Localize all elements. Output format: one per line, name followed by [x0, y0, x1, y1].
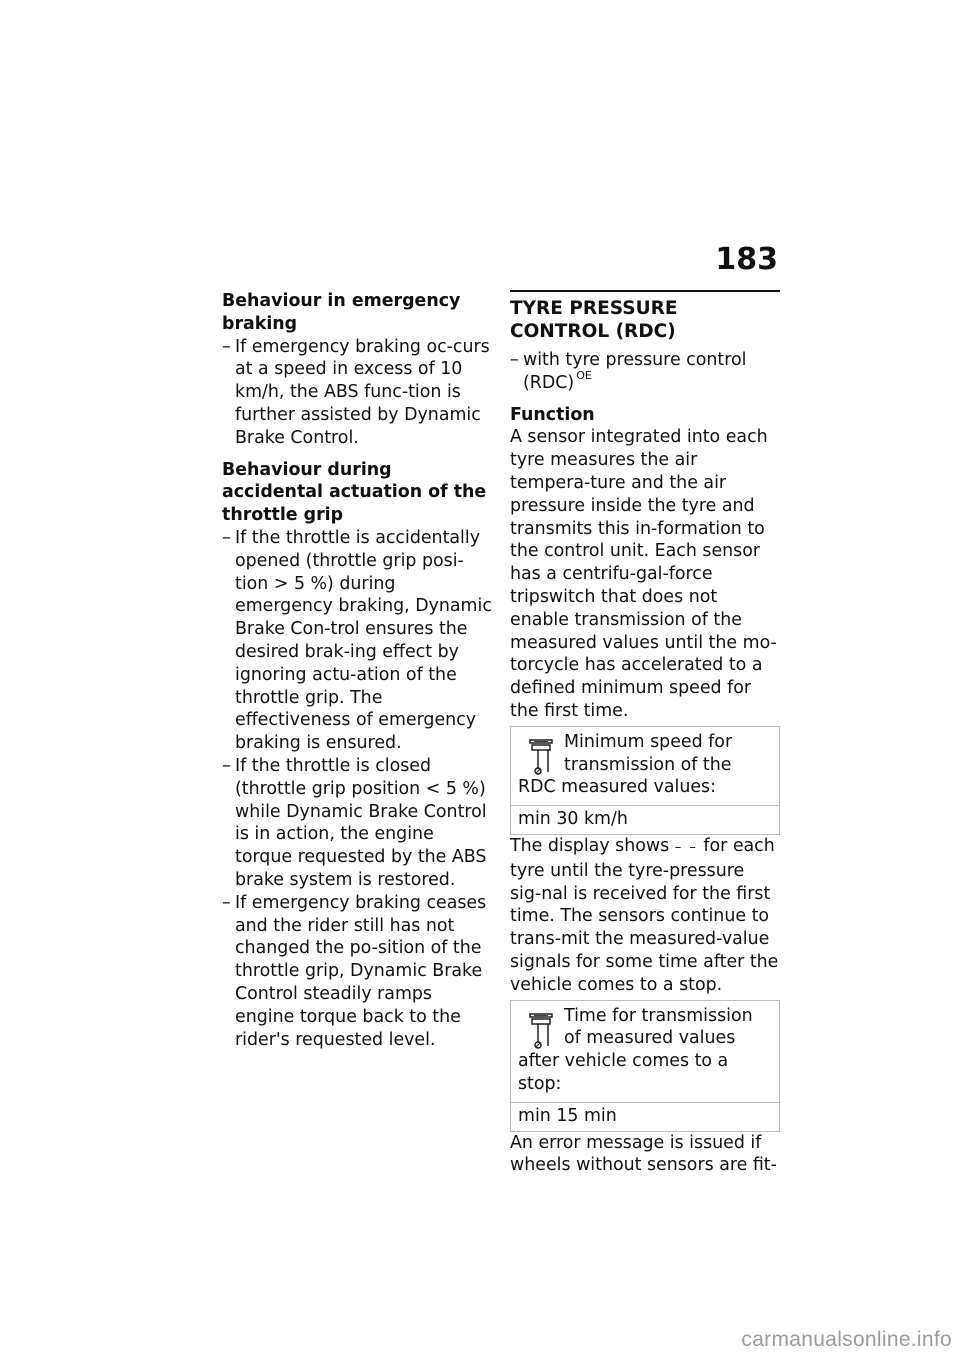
display-dashes: – –	[674, 839, 698, 855]
list-throttle-actuation	[222, 527, 492, 1051]
tyre-gauge-icon	[526, 1012, 556, 1050]
spec-label: Minimum speed for transmission of the RDC measured values:	[518, 731, 733, 798]
dash-bullet: –	[222, 755, 231, 776]
spec-box-min-speed	[510, 726, 780, 835]
tyre-gauge-icon	[526, 738, 556, 776]
oe-superscript: OE	[576, 368, 592, 382]
spec-box-transmission-time	[510, 1000, 780, 1132]
list-item: – If the throttle is closed (throttle grip position < 5 %) while Dynamic Brake Control is in action, the engine torque requested by the ABS brake system is restored.	[222, 755, 487, 890]
display-text: The display shows – – for each tyre until the tyre-pressure sig-nal is received for the first time. The sensors continue to trans-mit the measured-value signals for some time after the vehicle comes to a stop.	[510, 835, 779, 995]
dash-bullet: –	[222, 336, 231, 357]
page-number: 183	[715, 242, 778, 277]
function-text: A sensor integrated into each tyre measures the air tempera-ture and the air pressure inside the tyre and transmits this in-formation to the control unit. Each sensor has a centrifu-gal-force tripswitch that does not enable transmission of the measured values until the mo-torcycle has accelerated to a defined minimum speed for the first time.	[510, 427, 777, 721]
error-text: An error message is issued if wheels without sensors are fit-	[510, 1132, 777, 1176]
dash-bullet: –	[510, 350, 519, 370]
list-item: – If emergency braking oc-curs at a speed in excess of 10 km/h, the ABS func-tion is further assisted by Dynamic Brake Control.	[222, 336, 490, 448]
spec-label: Time for transmission of measured values after vehicle comes to a stop:	[518, 1005, 753, 1094]
dash-bullet: –	[222, 527, 231, 548]
list-emergency-braking	[222, 336, 492, 450]
list-item: – with tyre pressure control (RDC) $^{OE}$	[510, 350, 747, 393]
spec-value: min 30 km/h	[511, 805, 779, 834]
right-column	[510, 290, 780, 1177]
heading-throttle-actuation: Behaviour during accidental actuation of the throttle grip	[222, 459, 487, 526]
watermark: carmanualsonline.info	[741, 1328, 952, 1352]
list-item: – If the throttle is accidentally opened (throttle grip posi-tion > 5 %) during emergency braking, Dynamic Brake Con-trol ensures the desired brak-ing effect by ignoring actu-ation of the throttle grip. The effectiveness of emergency braking is ensured.	[222, 527, 492, 754]
section-title-rdc: TYRE PRESSURE CONTROL (RDC)	[510, 290, 780, 343]
heading-emergency-braking: Behaviour in emergency braking	[222, 291, 461, 334]
dash-bullet: –	[222, 892, 231, 913]
heading-function: Function	[510, 404, 595, 425]
left-column	[222, 290, 492, 1051]
spec-value: min 15 min	[511, 1102, 779, 1131]
list-item: – If emergency braking ceases and the rider still has not changed the po-sition of the throttle grip, Dynamic Brake Control steadily ramps engine torque back to the rider's requested level.	[222, 892, 487, 1050]
option-list	[510, 349, 780, 395]
